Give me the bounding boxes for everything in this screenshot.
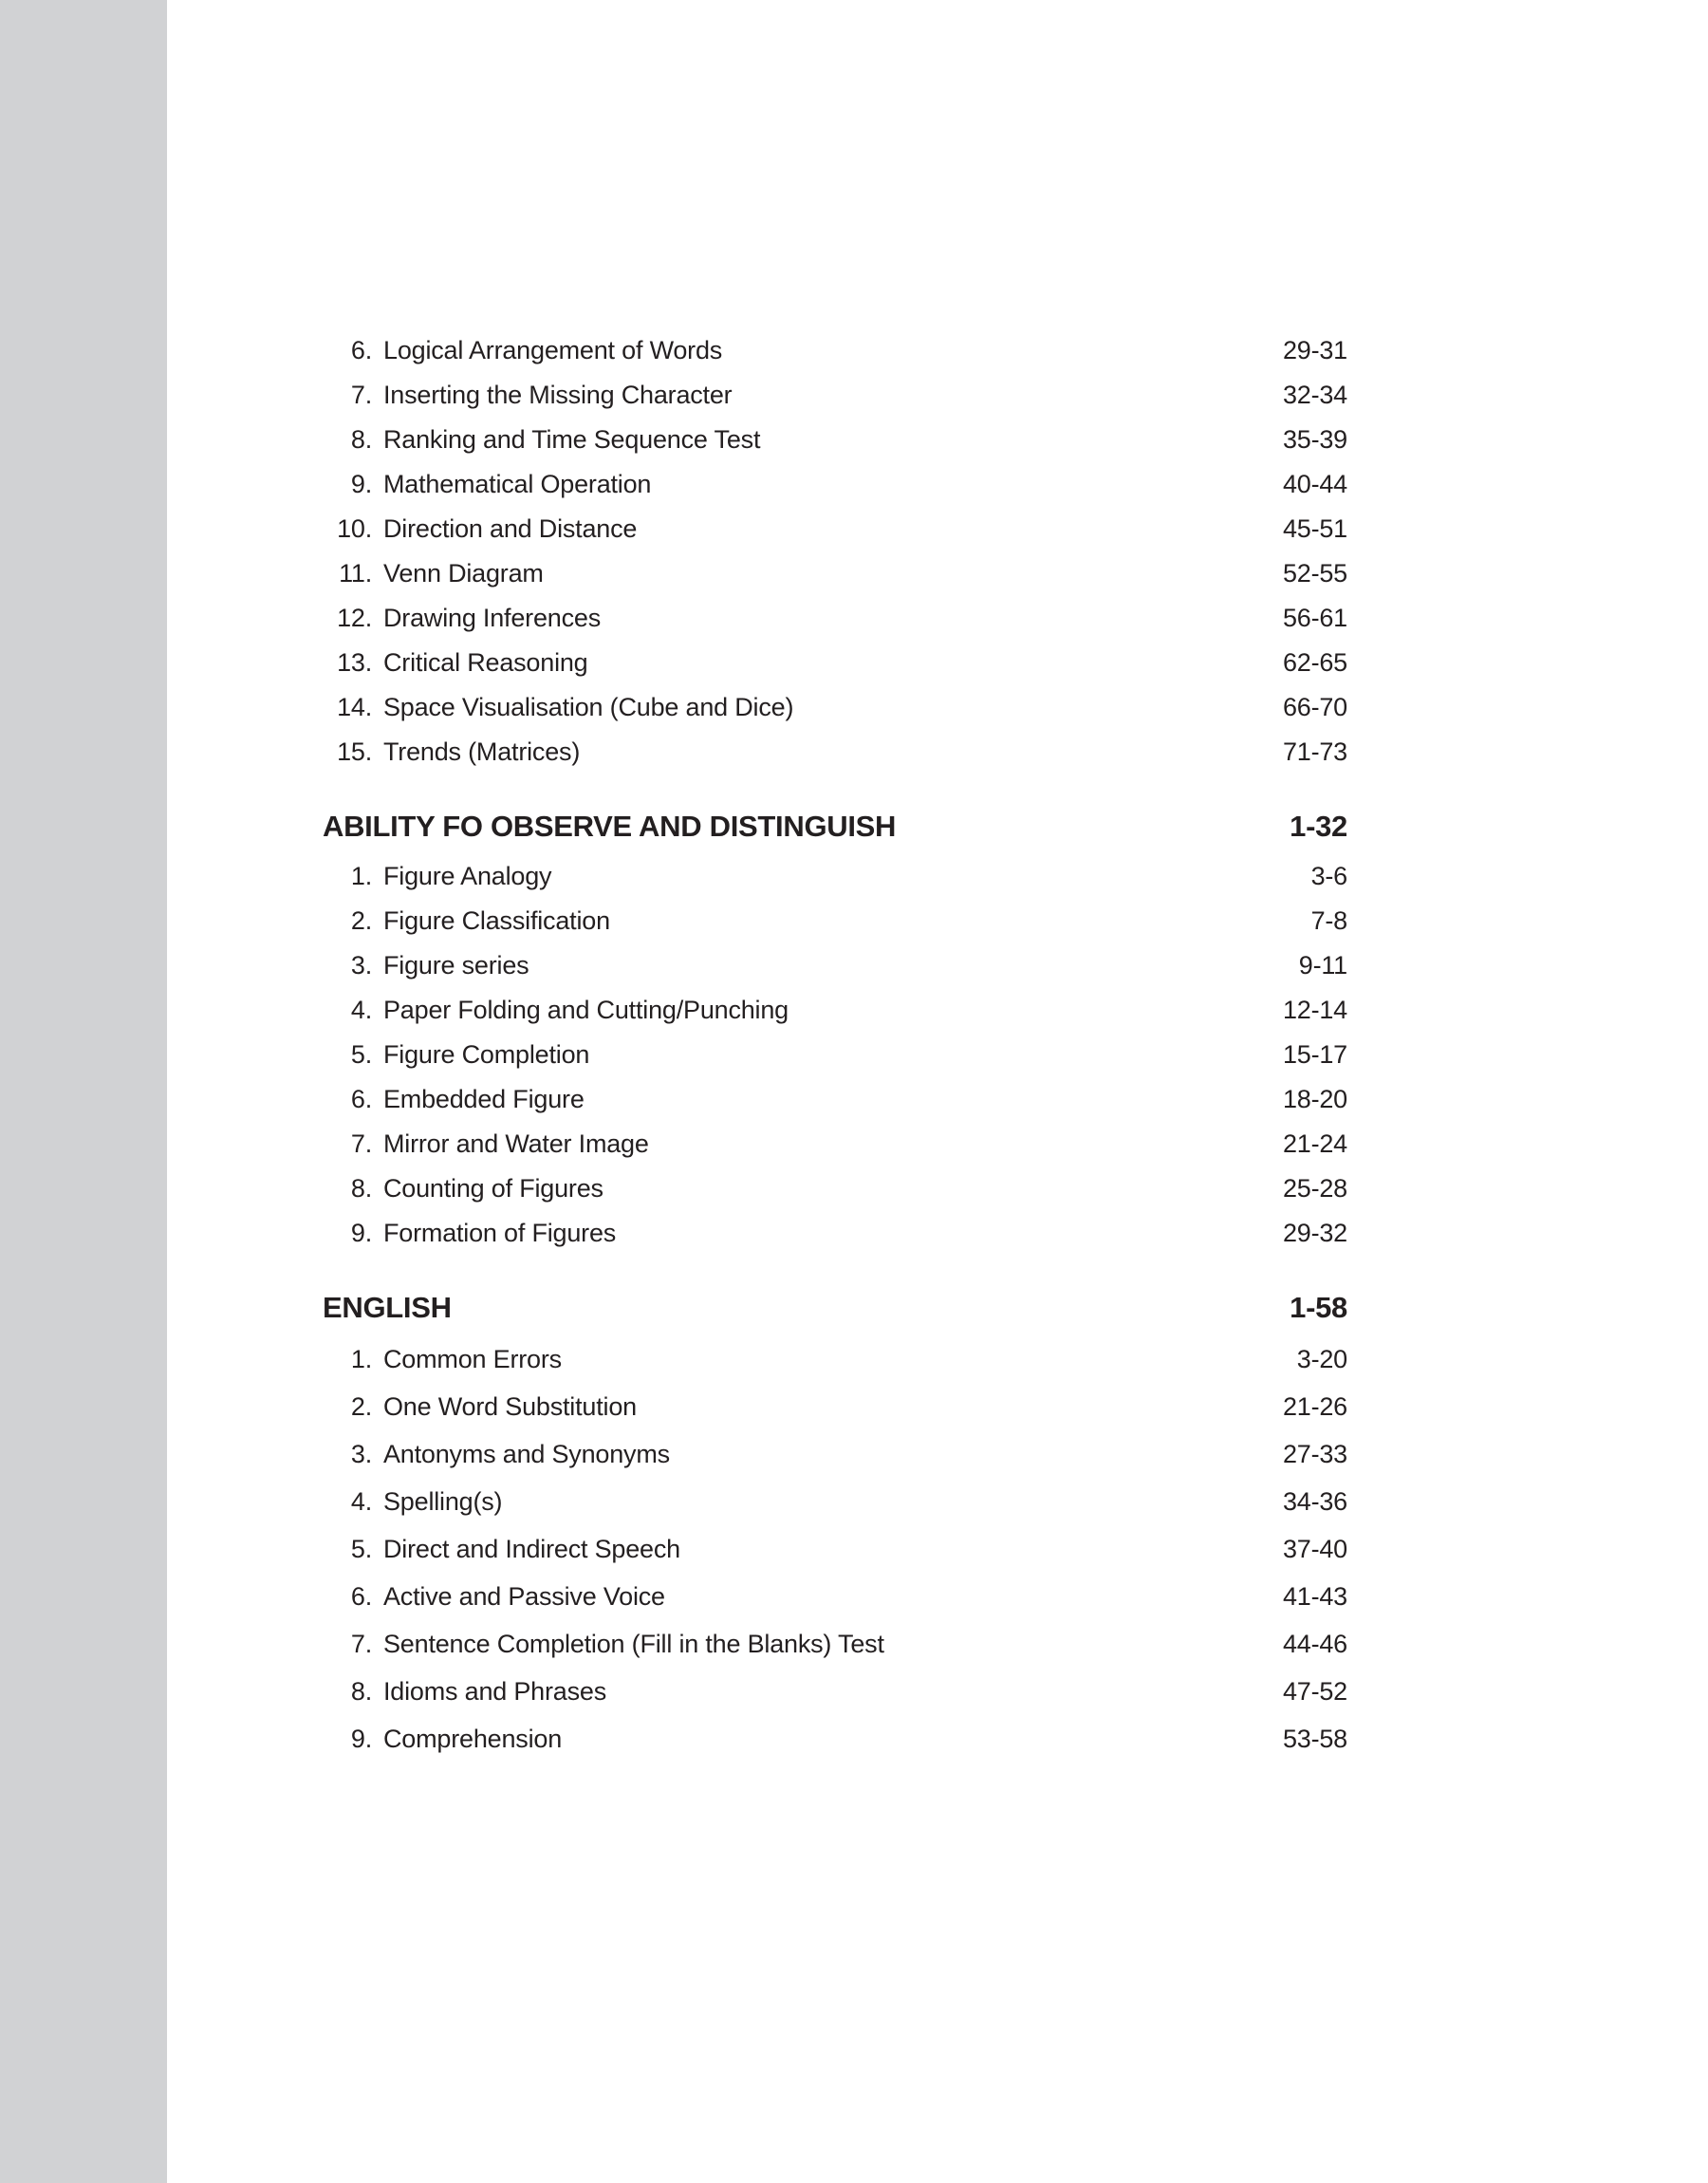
entry-page-range: 9-11 [1298,951,1347,980]
entry-title: Space Visualisation (Cube and Dice) [383,693,794,721]
entry-number: 8. [350,1174,372,1203]
entry-title: Embedded Figure [383,1085,585,1113]
toc-entry [323,641,1347,685]
entry-title: Spelling(s) [383,1486,503,1516]
entry-number: 6. [350,1581,372,1611]
entry-number: 2. [350,1391,372,1421]
entry-number: 7. [350,1129,372,1158]
entry-title: Comprehension [383,1724,563,1753]
entry-page-range: 41-43 [1282,1581,1347,1611]
entry-number: 7. [350,1629,372,1658]
toc-entry [323,1478,1347,1525]
toc-entry [323,551,1347,596]
entry-page-range: 37-40 [1282,1534,1347,1563]
entry-title: Figure Classification [383,906,610,935]
entry-page-range: 21-24 [1282,1129,1347,1158]
continued-section-list [323,328,1347,774]
entry-number: 4. [350,996,372,1024]
entry-title: Counting of Figures [383,1174,603,1203]
toc-entry [323,854,1347,899]
section-title: ENGLISH [323,1291,452,1324]
section-page-range: 1-58 [1290,1291,1347,1324]
entry-title: Sentence Completion (Fill in the Blanks) Test [383,1629,884,1658]
toc-entry [323,1620,1347,1668]
toc-entry [323,943,1347,988]
entry-number: 7. [350,381,372,409]
section-heading-ability [323,803,1347,850]
entry-number: 3. [350,951,372,980]
page-margin-strip [0,0,167,2183]
toc-entry [323,418,1347,462]
toc-entry [323,507,1347,551]
entry-page-range: 18-20 [1282,1085,1347,1113]
entry-number: 12. [337,604,372,632]
entry-page-range: 15-17 [1282,1040,1347,1069]
entry-title: Mirror and Water Image [383,1129,649,1158]
entry-number: 13. [337,648,372,677]
entry-page-range: 25-28 [1282,1174,1347,1203]
entry-page-range: 62-65 [1282,648,1347,677]
entry-page-range: 35-39 [1282,425,1347,454]
entry-title: Formation of Figures [383,1219,617,1247]
entry-title: Antonyms and Synonyms [383,1439,670,1468]
entry-title: Mathematical Operation [383,470,652,498]
entry-page-range: 3-20 [1296,1344,1347,1373]
entry-number: 4. [350,1486,372,1516]
entry-title: One Word Substitution [383,1391,637,1421]
toc-entry [323,730,1347,774]
entry-number: 6. [350,1085,372,1113]
toc-entry [323,1335,1347,1383]
section-title: ABILITY FO OBSERVE AND DISTINGUISH [323,810,897,843]
entry-title: Logical Arrangement of Words [383,336,723,364]
entry-page-range: 32-34 [1282,381,1347,409]
entry-page-range: 40-44 [1282,470,1347,498]
entry-number: 11. [339,559,372,588]
entry-title: Paper Folding and Cutting/Punching [383,996,789,1024]
entry-page-range: 71-73 [1282,737,1347,766]
english-section-list [323,1335,1347,1763]
entry-number: 5. [350,1040,372,1069]
entry-page-range: 44-46 [1282,1629,1347,1658]
entry-title: Ranking and Time Sequence Test [383,425,761,454]
toc-entry [323,685,1347,730]
toc-entry [323,1383,1347,1430]
toc-entry [323,1715,1347,1763]
toc-entry [323,899,1347,943]
entry-number: 1. [350,862,372,890]
entry-page-range: 3-6 [1310,862,1347,890]
toc-entry [323,1033,1347,1077]
entry-title: Figure series [383,951,529,980]
entry-number: 1. [350,1344,372,1373]
entry-page-range: 29-32 [1282,1219,1347,1247]
entry-page-range: 56-61 [1282,604,1347,632]
entry-title: Inserting the Missing Character [383,381,733,409]
entry-title: Idioms and Phrases [383,1676,607,1706]
toc-entry [323,1166,1347,1211]
toc-entry [323,373,1347,418]
entry-title: Active and Passive Voice [383,1581,665,1611]
entry-page-range: 12-14 [1282,996,1347,1024]
entry-title: Figure Completion [383,1040,590,1069]
entry-number: 10. [337,514,372,543]
entry-page-range: 47-52 [1282,1676,1347,1706]
entry-number: 3. [350,1439,372,1468]
entry-number: 9. [350,1724,372,1753]
entry-title: Drawing Inferences [383,604,602,632]
toc-entry [323,1430,1347,1478]
toc-entry [323,462,1347,507]
entry-page-range: 27-33 [1282,1439,1347,1468]
entry-page-range: 53-58 [1282,1724,1347,1753]
entry-title: Direction and Distance [383,514,638,543]
entry-number: 14. [337,693,372,721]
entry-number: 9. [350,470,372,498]
toc-entry [323,328,1347,373]
entry-page-range: 34-36 [1282,1486,1347,1516]
entry-number: 15. [337,737,372,766]
entry-number: 8. [350,425,372,454]
ability-section-list [323,854,1347,1256]
toc-entry [323,988,1347,1033]
toc-entry [323,1122,1347,1166]
entry-page-range: 29-31 [1282,336,1347,364]
entry-number: 6. [350,336,372,364]
section-page-range: 1-32 [1290,810,1347,843]
table-of-contents [323,328,1347,1763]
entry-page-range: 45-51 [1282,514,1347,543]
toc-entry [323,596,1347,641]
toc-entry [323,1211,1347,1256]
entry-title: Venn Diagram [383,559,544,588]
toc-entry [323,1077,1347,1122]
entry-page-range: 7-8 [1310,906,1347,935]
entry-title: Common Errors [383,1344,562,1373]
entry-page-range: 21-26 [1282,1391,1347,1421]
entry-title: Figure Analogy [383,862,552,890]
entry-title: Critical Reasoning [383,648,588,677]
entry-number: 9. [350,1219,372,1247]
entry-number: 8. [350,1676,372,1706]
toc-entry [323,1668,1347,1715]
entry-title: Direct and Indirect Speech [383,1534,680,1563]
entry-number: 2. [350,906,372,935]
toc-entry [323,1573,1347,1620]
entry-page-range: 66-70 [1282,693,1347,721]
section-heading-english [323,1284,1347,1332]
entry-page-range: 52-55 [1282,559,1347,588]
entry-title: Trends (Matrices) [383,737,581,766]
toc-entry [323,1525,1347,1573]
entry-number: 5. [350,1534,372,1563]
